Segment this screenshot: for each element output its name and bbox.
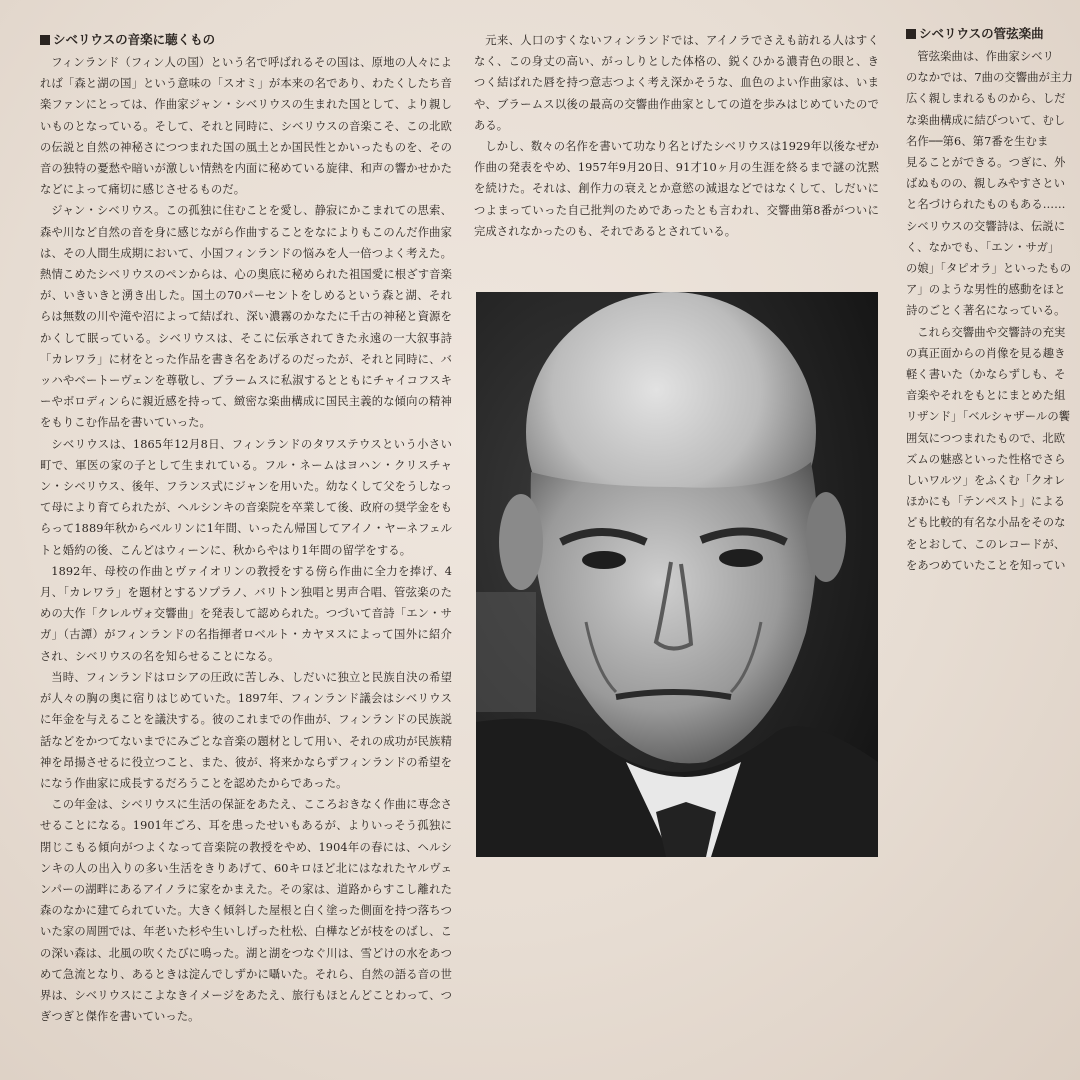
line-14: これら交響曲や交響詩の充実 — [917, 325, 1066, 339]
line-4: な楽曲構成に結びついて、むし — [906, 113, 1066, 127]
line-20: ズムの魅惑といった性格でさら — [906, 452, 1066, 466]
line-19: 囲気につつまれたもので、北欧 — [906, 431, 1066, 445]
line-7: ばぬものの、親しみやすさとい — [906, 177, 1066, 191]
line-18: リザンド」「ベルシャザールの饗 — [906, 410, 1071, 424]
section-heading-music — [40, 30, 452, 50]
paragraph-7: 元来、人口のすくないフィンランドでは、アイノラでさえも訪れる人はすくなく、この身丈の高い、がっしりとした体格の、鋭くひかる濃青色の眼と、きつく結ばれた唇を持つ意志つよく考え深かそうな、血色のよい作曲家は、いまや、ブラームス以後の最高の交響曲作曲家としての道を歩みはじめていたのである。 — [474, 34, 879, 132]
paragraph-8: しかし、数々の名作を書いて功なり名とげたシベリウスは1929年以後なぜか作曲の発表をやめ、1957年9月20日、91才10ヶ月の生涯を終るまで謎の沈黙を続けた。それは、創作力の衰えとか意慾の減退などではなくして、しだいにつよまっていった自己批判のためであったとも言われ、交響曲第8番がついに完成されなかったのも、それであるとされている。 — [474, 140, 879, 238]
line-1: 管弦楽曲は、作曲家シベリ — [917, 50, 1055, 63]
line-3: 広く親しまれるものから、しだ — [906, 92, 1066, 106]
line-12: ア」のような男性的感動をほと — [906, 283, 1066, 297]
column-right — [906, 24, 1080, 584]
heading-square-bullet — [40, 35, 50, 45]
line-23: ども比較的有名な小品をそのな — [906, 516, 1066, 530]
heading-text: シベリウスの管弦楽曲 — [919, 26, 1044, 41]
line-21: しいワルツ」をふくむ「クオレ — [906, 474, 1066, 488]
line-10: く、なかでも、「エン・サガ」 — [906, 240, 1060, 254]
line-9: シベリウスの交響詩は、伝説に — [906, 219, 1066, 233]
line-8: と名づけられたものもある…… — [906, 198, 1066, 212]
line-5: 名作──第6、第7番を生むま — [906, 134, 1049, 148]
line-13: 詩のごとく著名になっている。 — [906, 304, 1066, 318]
portrait-photo — [476, 292, 878, 857]
line-24: をとおして、このレコードが、 — [906, 537, 1066, 551]
line-25: をあつめていたことを知ってい — [906, 558, 1066, 572]
heading-square-bullet — [906, 29, 916, 39]
line-11: の娘」「タピオラ」といったもの — [906, 262, 1072, 276]
line-16: 軽く書いた（かならずしも、そ — [906, 368, 1066, 382]
column-left — [40, 30, 452, 1027]
heading-text: シベリウスの音楽に聴くもの — [53, 32, 216, 47]
line-15: の真正面からの肖像を見る趣き — [906, 346, 1066, 360]
line-22: ほかにも「テンペスト」による — [906, 495, 1065, 509]
paragraph-4: 1892年、母校の作曲とヴァイオリンの教授をする傍ら作曲に全力を捧げ、4月、「カレワラ」を題材とするソプラノ、バリトン独唱と男声合唱、管弦楽のための大作「クレルヴォ交響曲」を発表して認められた。つづいて音詩「エン・サガ」（古譚）がフィンランドの名指揮者ロベルト・カヤヌスによって国外に紹介され、シベリウスの名を知らせることになる。 — [40, 564, 452, 663]
line-6: 見ることができる。つぎに、外 — [906, 156, 1066, 170]
paragraph-6: この年金は、シベリウスに生活の保証をあたえ、こころおきなく作曲に専念させることになる。1901年ごろ、耳を患ったせいもあるが、よりいっそう孤独に閉じこもる傾向がつよくなって音楽院の教授をやめ、1904年の春には、ヘルシンキの人の出入りの多い生活をきりあげて、60キロほど北にはなれたヤルヴェンパーの湖畔にあるアイノラに家をかまえた。その家は、道路からすこし離れた森のなかに建てられていた。大きく傾斜した屋根と白く塗った側面を持つ落ちついた家の周囲では、年老いた杉や生いしげった杜松、白樺などが枝をのばし、この深い森は、北風の吹くたびに鳴った。湖と湖をつなぐ川は、雪どけの水をあつめて急流となり、あるときは淀んでしずかに囁いた。それら、自然の語る音の世界は、シベリウスにこよなきイメージをあたえ、旅行もほとんどことわって、つぎつぎと傑作を書いていった。 — [40, 798, 452, 1024]
column-middle — [474, 30, 879, 242]
paragraph-5: 当時、フィンランドはロシアの圧政に苦しみ、しだいに独立と民族自決の希望が人々の胸の奥に宿りはじめていた。1897年、フィンランド議会はシベリウスに年金を与えることを議決する。彼のこれまでの作曲が、フィンランドの民族説話などをかつてないまでにみごとな音楽の題材として用い、それの成功が民族精神を昂揚させるに役立つこと、また、彼が、将来かならずフィンランドの希望をになう作曲家に成長するだろうことを認めたからであった。 — [40, 670, 452, 790]
paragraph-3: シベリウスは、1865年12月8日、フィンランドのタワステウスという小さい町で、軍医の家の子として生まれている。フル・ネームはヨハン・クリスチャン・シベリウス、後年、フランス式にジャンを用いた。幼なくして父をうしなって母により育てられたが、ヘルシンキの音楽院を卒業して後、政府の奨学金をもらって1889年秋からベルリンに1年間、いったん帰国してアイノ・ヤーネフェルトと婚約の後、こんどはウィーンに、秋からやはり1年間の留学をする。 — [40, 437, 452, 557]
paragraph-2: ジャン・シベリウス。この孤独に住むことを愛し、静寂にかこまれての思索、森や川など自然の音を身に感じながら作曲することをなによりもこのんだ作曲家は、その人間生成期において、小国フィンランドの悩みを人一倍つよく考えた。熱情こめたシベリウスのペンからは、心の奥底に秘められた祖国愛に根ざす音楽が、いきいきと湧き出した。国土の70パーセントをしめるという森と湖、それらは無数の川や滝や沼によって結ばれ、深い濃霧のかなたに千古の神秘と資源をかくして眠っている。シベリウスは、そこに伝承されてきた永遠の一大叙事詩「カレワラ」に材をとった作品を書き名をあげるのだったが、それと同時に、バッハやベートーヴェンを尊敬し、ブラームスに私淑するとともにチャイコフスキーやボロディンらに親近感を持って、緻密な楽曲構成に国民主義的な傾向の精神をもりこむ作品を書いていった。 — [40, 204, 452, 430]
line-2: のなかでは、7曲の交響曲が主力 — [906, 71, 1073, 85]
portrait-illustration — [476, 292, 878, 857]
section-heading-orchestral — [906, 24, 1080, 44]
paragraph-1: フィンランド（フィン人の国）という名で呼ばれるその国は、原地の人々によれば「森と湖の国」という意味の「スオミ」が本来の名であり、わたくしたち音楽ファンにとっては、作曲家ジャン・シベリウスの生まれた国として、より親しいものとなっている。そして、それと同時に、シベリウスの音楽こそ、この北欧の伝説と自然の神秘さにつつまれた国の風土とか国民性とかいったものを、その音の独特の憂愁や暗いが激しい情熱を内面に秘めている旋律、和声の響かせかたなどによって痛切に感じさせるものだ。 — [40, 56, 453, 197]
line-17: 音楽やそれをもとにまとめた組 — [906, 389, 1066, 403]
